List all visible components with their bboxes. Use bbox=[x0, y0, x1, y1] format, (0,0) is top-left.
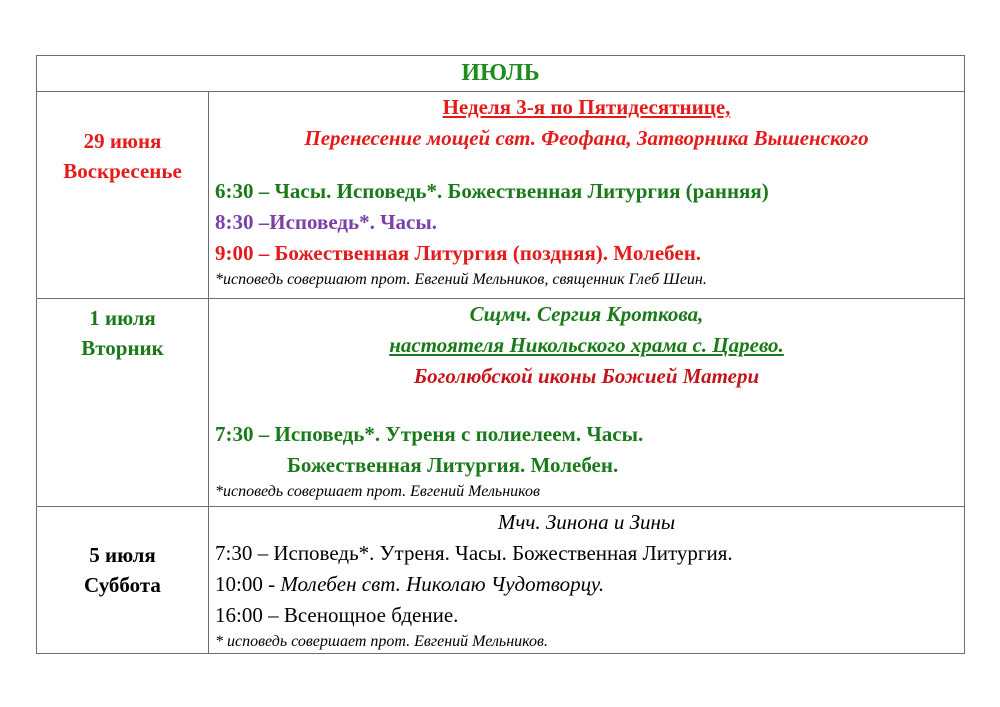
service-time: 10:00 - bbox=[215, 572, 281, 596]
feast-icon-title: Боголюбской иконы Божией Матери bbox=[413, 364, 760, 388]
feast-title: Неделя 3-я по Пятидесятнице, bbox=[442, 95, 731, 119]
feast-title: Мчч. Зинона и Зины bbox=[497, 510, 676, 534]
service-line: 7:30 – Исповедь*. Утреня с полиелеем. Часы. bbox=[215, 422, 644, 446]
entry-date: 1 июля bbox=[89, 306, 156, 330]
feast-title: Сщмч. Сергия Кроткова, bbox=[469, 302, 704, 326]
entry-weekday: Вторник bbox=[81, 336, 164, 360]
month-title: ИЮЛЬ bbox=[461, 60, 540, 86]
entry-weekday: Воскресенье bbox=[63, 159, 182, 183]
feast-subtitle: настоятеля Никольского храма с. Царево. bbox=[389, 333, 784, 357]
schedule-row bbox=[37, 92, 965, 299]
date-cell bbox=[37, 507, 209, 654]
service-line: Божественная Литургия. Молебен. bbox=[287, 453, 619, 477]
service-line: 9:00 – Божественная Литургия (поздняя). Молебен. bbox=[215, 241, 702, 265]
services-cell bbox=[209, 507, 965, 654]
service-line: 16:00 – Всенощное бдение. bbox=[215, 603, 459, 627]
date-cell bbox=[37, 299, 209, 507]
service-text: Молебен свт. Николаю Чудотворцу. bbox=[280, 572, 605, 596]
date-cell bbox=[37, 92, 209, 299]
schedule-row bbox=[37, 299, 965, 507]
schedule-table bbox=[36, 55, 965, 654]
services-cell bbox=[209, 299, 965, 507]
confession-note: *исповедь совершают прот. Евгений Мельников, священник Глеб Шеин. bbox=[215, 271, 707, 288]
service-line bbox=[209, 569, 964, 600]
schedule-row bbox=[37, 507, 965, 654]
entry-weekday: Суббота bbox=[84, 573, 161, 597]
service-line: 8:30 –Исповедь*. Часы. bbox=[215, 210, 437, 234]
service-line: 6:30 – Часы. Исповедь*. Божественная Литургия (ранняя) bbox=[215, 179, 769, 203]
confession-note: *исповедь совершает прот. Евгений Мельников bbox=[215, 483, 540, 500]
feast-subtitle: Перенесение мощей свт. Феофана, Затворника Вышенского bbox=[304, 126, 869, 150]
month-row bbox=[37, 56, 965, 92]
month-cell bbox=[37, 56, 965, 92]
entry-date: 5 июля bbox=[89, 543, 156, 567]
services-cell bbox=[209, 92, 965, 299]
service-line: 7:30 – Исповедь*. Утреня. Часы. Божественная Литургия. bbox=[215, 541, 733, 565]
confession-note: * исповедь совершает прот. Евгений Мельников. bbox=[215, 633, 548, 650]
entry-date: 29 июня bbox=[83, 129, 162, 153]
